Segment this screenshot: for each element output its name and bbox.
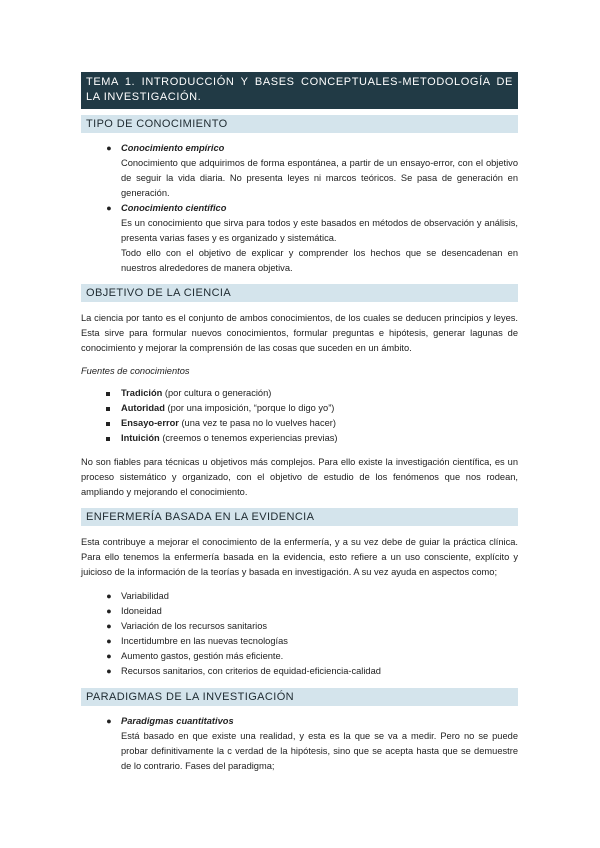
list-item-ensayo-error — [121, 416, 518, 431]
paragraph: No son fiables para técnicas u objetivos más complejos. Para ello existe la investigación científica, es un proceso sistemático y organizado, con el objetivo de estudio de los fenómenos que nos rodean, ampliando y mejorando el conocimiento. — [81, 457, 518, 497]
section-heading-tipo-conocimiento: TIPO DE CONOCIMIENTO — [81, 115, 518, 133]
fuentes-list — [81, 386, 518, 446]
list-item: ● Incertidumbre en las nuevas tecnologías — [121, 634, 518, 649]
term-label: Conocimiento científico — [121, 203, 227, 213]
aspectos-list — [81, 589, 518, 679]
bullet-icon: ● — [106, 716, 112, 726]
paragraph: La ciencia por tanto es el conjunto de ambos conocimientos, de los cuales se deducen principios y leyes. Esta sirve para formular nuevos conocimientos, formular preguntas e hipótesis, generar lagunas de conocimiento y mejorar la comprensión de las cosas que suceden en un ámbito. — [81, 313, 518, 353]
square-bullet-icon — [106, 407, 110, 411]
list-item-paradigmas-cuantitativos — [106, 714, 518, 774]
term-description: Está basado en que existe una realidad, y esta es la que se va a medir. Pero no se puede probar definitivamente la c verdad de la hipótesis, sino que se acepta hasta que se demuestre de lo contrario. Fases del paradigma; — [121, 731, 518, 771]
list-item: ● Idoneidad — [121, 604, 518, 619]
document-title: TEMA 1. INTRODUCCIÓN Y BASES CONCEPTUALES-METODOLOGÍA DE LA INVESTIGACIÓN. — [81, 72, 518, 109]
knowledge-types-list — [81, 141, 518, 276]
term-label: Paradigmas cuantitativos — [121, 716, 234, 726]
square-bullet-icon — [106, 392, 110, 396]
paradigmas-list — [81, 714, 518, 774]
term-detail: (una vez te pasa no lo vuelves hacer) — [178, 418, 336, 428]
bullet-icon: ● — [106, 666, 112, 676]
list-item: ● Recursos sanitarios, con criterios de equidad-eficiencia-calidad — [121, 664, 518, 679]
term-description: Conocimiento que adquirimos de forma espontánea, a partir de un ensayo-error, con el objetivo de seguir la vida diaria. No presenta leyes ni marcos teóricos. Se pasa de generación en generación. — [121, 158, 518, 198]
term-detail: (por una imposición, “porque lo digo yo”) — [164, 403, 335, 413]
term-description: Es un conocimiento que sirva para todos y este basados en métodos de observación y análisis, presenta varias fases y es organizado y sistemática. — [121, 218, 518, 243]
list-item-intuicion — [121, 431, 518, 446]
bullet-icon: ● — [106, 606, 112, 616]
list-item-conocimiento-cientifico — [106, 201, 518, 276]
section-heading-enfermeria-evidencia: ENFERMERÍA BASADA EN LA EVIDENCIA — [81, 508, 518, 526]
bullet-icon: ● — [106, 203, 112, 213]
square-bullet-icon — [106, 437, 110, 441]
bullet-icon: ● — [106, 591, 112, 601]
list-item: ● Aumento gastos, gestión más eficiente. — [121, 649, 518, 664]
term-detail: (por cultura o generación) — [162, 388, 272, 398]
term-label: Ensayo-error — [121, 418, 179, 428]
section-heading-objetivo-ciencia: OBJETIVO DE LA CIENCIA — [81, 284, 518, 302]
bullet-icon: ● — [106, 651, 112, 661]
paragraph: Esta contribuye a mejorar el conocimiento de la enfermería, y a su vez debe de guiar la práctica clínica. Para ello tenemos la enfermería basada en la evidencia, esto refiere a un uso consciente, explícito y juicioso de la información de la teorías y basada en investigación. A su vez ayuda en aspectos como; — [81, 537, 518, 577]
term-detail: (creemos o tenemos experiencias previas) — [159, 433, 338, 443]
document-page — [81, 72, 518, 774]
square-bullet-icon — [106, 422, 110, 426]
list-item-tradicion — [121, 386, 518, 401]
term-label: Conocimiento empírico — [121, 143, 225, 153]
list-item-autoridad — [121, 401, 518, 416]
bullet-icon: ● — [106, 636, 112, 646]
fuentes-label: Fuentes de conocimientos — [81, 366, 190, 376]
section-heading-paradigmas: PARADIGMAS DE LA INVESTIGACIÓN — [81, 688, 518, 706]
term-label: Intuición — [121, 433, 160, 443]
term-label: Tradición — [121, 388, 163, 398]
bullet-icon: ● — [106, 143, 112, 153]
term-label: Autoridad — [121, 403, 165, 413]
term-description: Todo ello con el objetivo de explicar y comprender los hechos que se desencadenan en nuestros alrededores de manera objetiva. — [121, 248, 518, 273]
list-item: ● Variabilidad — [121, 589, 518, 604]
list-item: ● Variación de los recursos sanitarios — [121, 619, 518, 634]
bullet-icon: ● — [106, 621, 112, 631]
list-item-conocimiento-empirico — [106, 141, 518, 201]
